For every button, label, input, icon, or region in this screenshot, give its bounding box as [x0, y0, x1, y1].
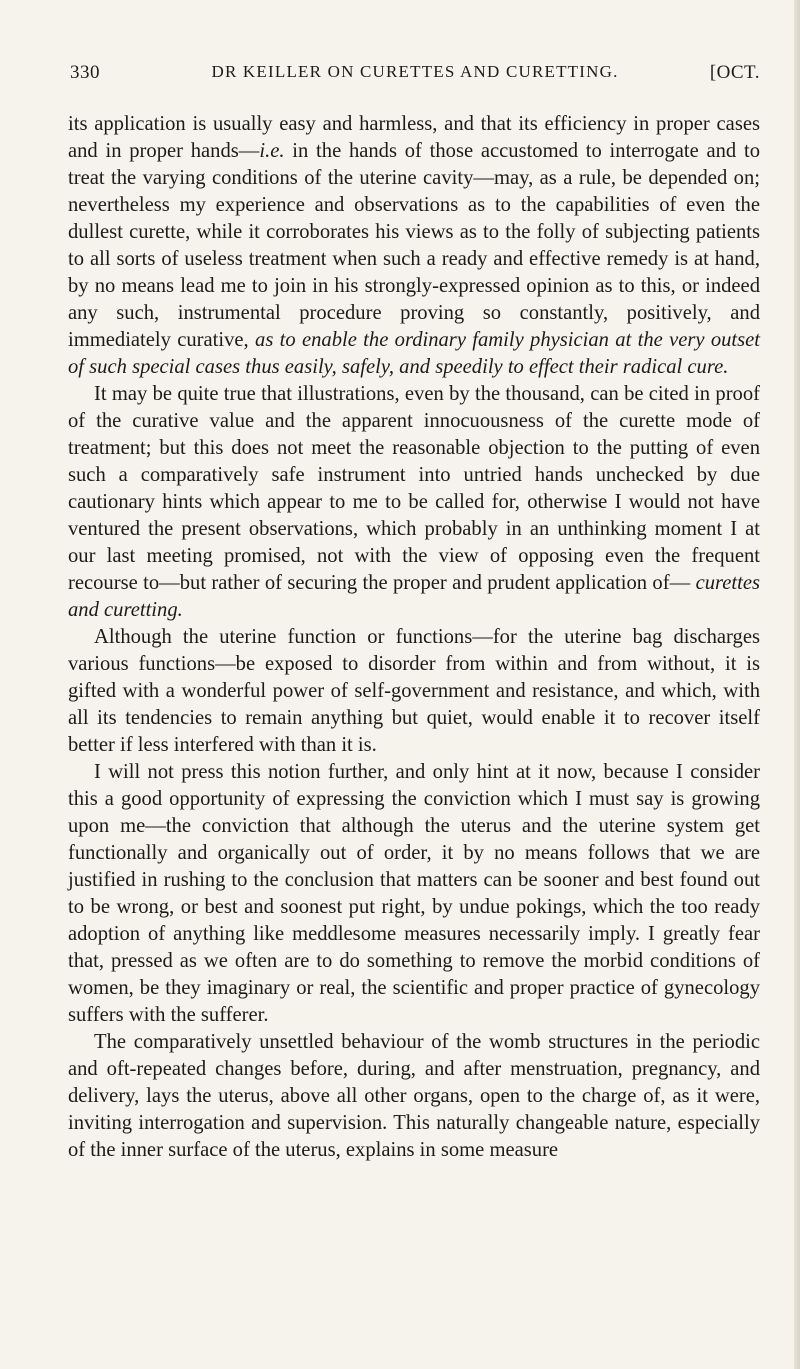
text-run: It may be quite true that illustrations, even by the thousand, can be cited in proof of the curative value and the apparent innocuousness of the curette mode of treatment; but this does not meet the reasonable objection to the putting of even such a comparatively safe instrument into untried hands unchecked by due cautionary hints which appear to me to be called for, otherwise I would not have ventured the present observations, which probably in an unthinking moment I at our last meeting promised, not with the view of opposing even the frequent recourse to—but rather of securing the proper and prudent application of—	[68, 383, 760, 594]
paragraph-3	[68, 624, 760, 759]
italic-text: as to enable the ordinary family physician at the very outset of such special cases thus easily, safely, and speedily to effect their radical cure.	[68, 329, 761, 378]
paragraph-5	[68, 1029, 760, 1164]
text-run: Although the uterine function or functions—for the uterine bag discharges various functions—be exposed to disorder from within and from without, it is gifted with a wonderful power of self-government and resistance, and which, with all its tendencies to remain anything but quiet, would enable it to recover itself better if less interfered with than it is.	[68, 626, 760, 756]
text-run: The comparatively unsettled behaviour of the womb structures in the periodic and oft-repeated changes before, during, and after menstruation, pregnancy, and delivery, lays the uterus, above all other organs, open to the charge of, as it were, inviting interrogation and supervision. This naturally changeable nature, especially of the inner surface of the uterus, explains in some measure	[68, 1031, 760, 1161]
header-month: [OCT.	[709, 62, 760, 83]
paragraph-1	[68, 111, 760, 381]
paragraph-2	[68, 381, 760, 624]
paragraph-4	[68, 759, 760, 1029]
text-run: its application is usually easy and harmless, and that its efficiency in proper cases and in proper hands—	[68, 113, 760, 162]
italic-text: curettes and curetting.	[68, 572, 760, 621]
page-header	[70, 62, 760, 92]
text-run: in the hands of those accustomed to interrogate and to treat the varying conditions of the uterine cavity—may, as a rule, be depended on; nevertheless my experience and observations as to the capabilities of even the dullest curette, while it corroborates his views as to the folly of subjecting patients to all sorts of useless treatment when such a ready and effective remedy is at hand, by no means lead me to join in his strongly-expressed opinion as to this, or indeed any such, instrumental procedure proving so constantly, positively, and immediately curative,	[68, 140, 760, 351]
running-title: DR KEILLER ON CURETTES AND CURETTING.	[211, 62, 619, 81]
page-number: 330	[70, 62, 100, 83]
italic-text: i.e.	[259, 140, 285, 162]
text-run: I will not press this notion further, and only hint at it now, because I consider this a good opportunity of expressing the conviction which I must say is growing upon me—the conviction that although the uterus and the uterine system get functionally and organically out of order, it by no means follows that we are justified in rushing to the conclusion that matters can be sooner and best found out to be wrong, or best and soonest put right, by undue pokings, which the too ready adoption of anything like meddlesome measures necessarily imply. I greatly fear that, pressed as we often are to do something to remove the morbid conditions of women, be they imaginary or real, the scientific and proper practice of gynecology suffers with the sufferer.	[68, 761, 760, 1026]
body-text	[68, 111, 760, 1164]
page-edge	[794, 0, 800, 1369]
